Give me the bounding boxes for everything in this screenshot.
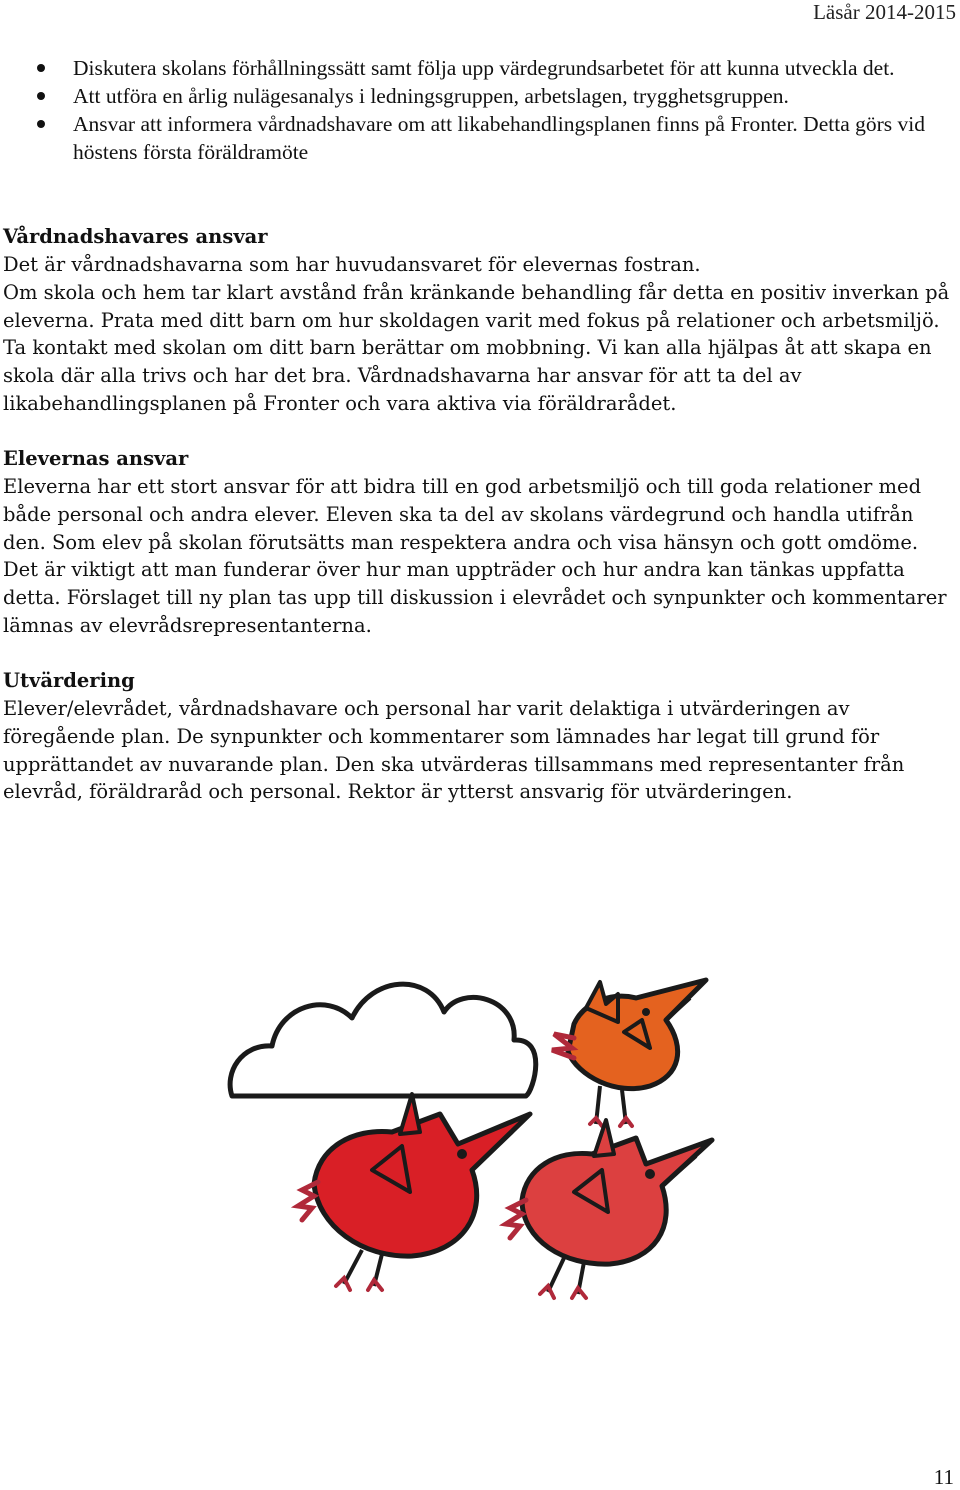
page-number: 11 xyxy=(933,1465,954,1489)
bullet-item xyxy=(0,82,950,110)
section-heading: Elevernas ansvar xyxy=(3,447,189,470)
page-header-school-year: Läsår 2014-2015 xyxy=(813,0,956,24)
bullet-dot-icon xyxy=(37,64,45,72)
bullet-dot-icon xyxy=(37,92,45,100)
section-paragraph: Det är vårdnadshavarna som har huvudansvaret för elevernas fostran. xyxy=(3,253,701,276)
cloud-icon xyxy=(230,984,536,1096)
section-heading: Vårdnadshavares ansvar xyxy=(3,225,268,248)
bullet-text: Att utföra en årlig nulägesanalys i ledningsgruppen, arbetslagen, trygghetsgruppen. xyxy=(73,84,789,108)
section-paragraph: Elever/elevrådet, vårdnadshavare och personal har varit delaktiga i utvärderingen av föregående plan. De synpunkter och kommentarer som lämnades har legat till grund för upprättandet av nuvarande plan. Den ska utvärderas tillsammans med representanter från elevråd, föräldraråd och personal. Rektor är ytterst ansvarig för utvärderingen. xyxy=(3,697,905,804)
bullet-dot-icon xyxy=(37,120,45,128)
section-heading: Utvärdering xyxy=(3,669,135,692)
bullet-item xyxy=(0,54,950,82)
bullet-item xyxy=(0,110,950,166)
bullet-list xyxy=(0,54,950,166)
birds-and-cloud-illustration xyxy=(222,964,742,1304)
bullet-text: Ansvar att informera vårdnadshavare om att likabehandlingsplanen finns på Fronter. Detta görs vid höstens första föräldramöte xyxy=(73,112,925,164)
section-evaluation xyxy=(3,667,955,806)
bullet-text: Diskutera skolans förhållningssätt samt följa upp värdegrundsarbetet för att kunna utveckla det. xyxy=(73,56,895,80)
bird-icon xyxy=(506,1120,712,1298)
section-guardians-responsibility xyxy=(3,223,955,418)
section-paragraph: Om skola och hem tar klart avstånd från kränkande behandling får detta en positiv inverkan på eleverna. Prata med ditt barn om hur skoldagen varit med fokus på relationer och arbetsmiljö. Ta kontakt med skolan om ditt barn berättar om mobbning. Vi kan alla hjälpas åt att skapa en skola där alla trivs och har det bra. Vårdnadshavarna har ansvar för att ta del av likabehandlingsplanen på Fronter och vara aktiva via föräldrarådet. xyxy=(3,280,950,415)
section-students-responsibility xyxy=(3,445,955,640)
bird-icon xyxy=(552,980,706,1126)
section-paragraph: Eleverna har ett stort ansvar för att bidra till en god arbetsmiljö och till goda relationer med både personal och andra elever. Eleven ska ta del av skolans värdegrund och handla utifrån den. Som elev på skolan förutsätts man respektera andra och visa hänsyn och gott omdöme. Det är viktigt att man funderar över hur man uppträder och hur andra kan tänkas uppfatta detta. Förslaget till ny plan tas upp till diskussion i elevrådet och synpunkter och kommentarer lämnas av elevrådsrepresentanterna. xyxy=(3,475,947,637)
bird-icon xyxy=(298,1094,530,1290)
